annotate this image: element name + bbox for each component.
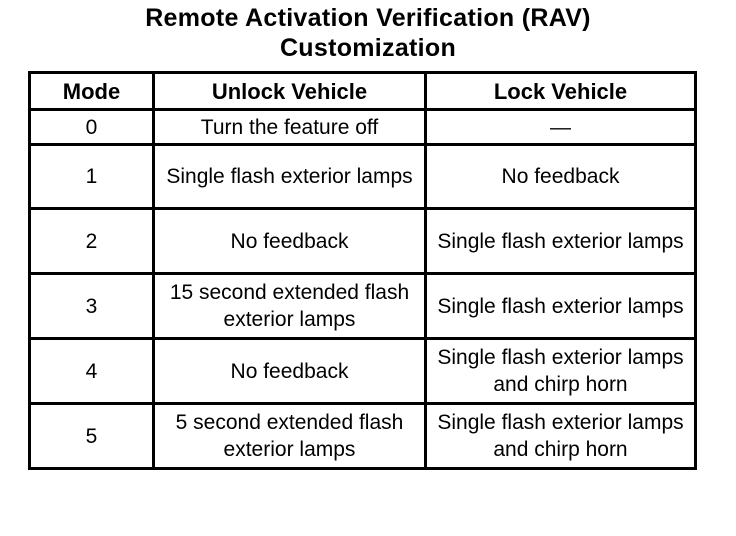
- table-row: [30, 404, 696, 469]
- rav-customization-table: [28, 71, 697, 470]
- table-row: [30, 145, 696, 209]
- document-subtitle: Customization: [279, 34, 457, 62]
- lock-cell: —: [426, 110, 696, 145]
- table-row: [30, 339, 696, 404]
- mode-cell: 3: [30, 274, 154, 339]
- lock-cell: Single flash exterior lamps and chirp horn: [426, 404, 696, 469]
- mode-cell: 5: [30, 404, 154, 469]
- unlock-cell: 15 second extended flash exterior lamps: [154, 274, 426, 339]
- table-row: [30, 274, 696, 339]
- header-unlock-vehicle: Unlock Vehicle: [154, 73, 426, 110]
- unlock-cell: No feedback: [154, 209, 426, 274]
- table-row: [30, 209, 696, 274]
- unlock-cell: Turn the feature off: [154, 110, 426, 145]
- unlock-cell: No feedback: [154, 339, 426, 404]
- unlock-cell: Single flash exterior lamps: [154, 145, 426, 209]
- lock-cell: Single flash exterior lamps: [426, 274, 696, 339]
- lock-cell: Single flash exterior lamps: [426, 209, 696, 274]
- table-header-row: [30, 73, 696, 110]
- document-title: Remote Activation Verification (RAV): [145, 4, 591, 32]
- mode-cell: 2: [30, 209, 154, 274]
- mode-cell: 0: [30, 110, 154, 145]
- table-row: [30, 110, 696, 145]
- header-lock-vehicle: Lock Vehicle: [426, 73, 696, 110]
- lock-cell: Single flash exterior lamps and chirp horn: [426, 339, 696, 404]
- unlock-cell: 5 second extended flash exterior lamps: [154, 404, 426, 469]
- mode-cell: 1: [30, 145, 154, 209]
- mode-cell: 4: [30, 339, 154, 404]
- header-mode: Mode: [30, 73, 154, 110]
- lock-cell: No feedback: [426, 145, 696, 209]
